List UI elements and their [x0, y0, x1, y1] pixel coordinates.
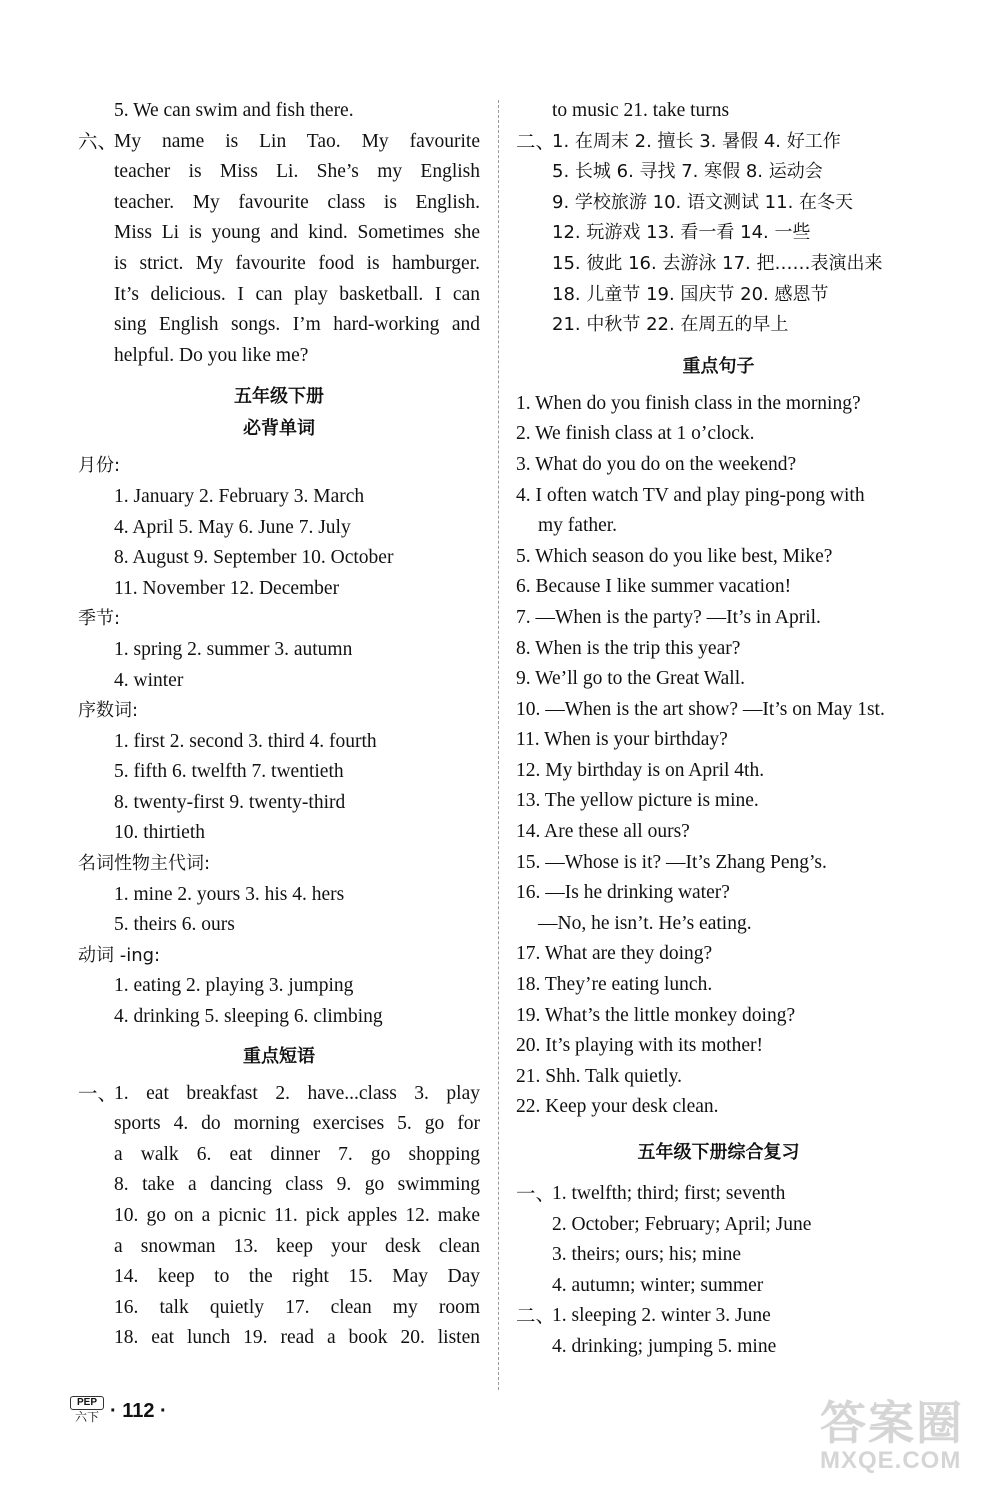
section-2-text	[552, 127, 921, 341]
text-line: 1. sleeping 2. winter 3. June	[552, 1305, 771, 1327]
text-line: Miss Li is young and kind. Sometimes she	[114, 222, 480, 244]
ordinals-line: 8. twenty-first 9. twenty-third	[114, 791, 346, 813]
page-number: · 112 ·	[110, 1400, 167, 1422]
text-line: teacher is Miss Li. She’s my English	[114, 161, 480, 183]
text-line: 4. drinking; jumping 5. mine	[552, 1335, 777, 1357]
text-line: helpful. Do you like me?	[114, 344, 309, 366]
text-line: 8. take a dancing class 9. go swimming	[114, 1174, 480, 1196]
sentence-line: 13. The yellow picture is mine.	[516, 790, 759, 812]
section-number: 一、	[516, 1182, 556, 1205]
grade-heading: 五年级下册	[234, 386, 324, 408]
pronouns-label: 名词性物主代词:	[78, 853, 211, 875]
sentence-line: 18. They’re eating lunch.	[516, 974, 713, 996]
sentence-line: 17. What are they doing?	[516, 943, 713, 965]
sentence-line: 4. I often watch TV and play ping-pong with	[516, 484, 865, 506]
section-6-text	[114, 127, 480, 372]
sentence-line: 22. Keep your desk clean.	[516, 1096, 719, 1118]
sentence-line: 19. What’s the little monkey doing?	[516, 1004, 796, 1026]
ordinals-line: 1. first 2. second 3. third 4. fourth	[114, 730, 377, 752]
phrases-text	[114, 1079, 480, 1354]
sentence-line: 9. We’ll go to the Great Wall.	[516, 668, 746, 690]
sentence-line: 14. Are these all ours?	[516, 821, 690, 843]
sentence-line: —No, he isn’t. He’s eating.	[538, 912, 752, 934]
sentence-line: 20. It’s playing with its mother!	[516, 1035, 763, 1057]
sentence-line: 16. —Is he drinking water?	[516, 882, 730, 904]
months-label: 月份:	[78, 455, 121, 477]
review-heading: 五年级下册综合复习	[637, 1142, 800, 1163]
ordinals-label: 序数词:	[78, 700, 139, 722]
text-line: 2. October; February; April; June	[552, 1213, 812, 1235]
sentence-line: 5. Which season do you like best, Mike?	[516, 545, 833, 567]
sentence-line: my father.	[538, 515, 618, 537]
section-2	[516, 127, 921, 341]
text-line: sing English songs. I’m hard-working and	[114, 314, 480, 336]
review-section-1	[516, 1179, 921, 1301]
text-line: teacher. My favourite class is English.	[114, 191, 480, 213]
section-number: 一、	[78, 1081, 118, 1105]
text-line: 1. 在周末 2. 擅长 3. 暑假 4. 好工作	[552, 130, 841, 152]
sentence-line: 2. We finish class at 1 o’clock.	[516, 423, 755, 445]
sentence-line: 3. What do you do on the weekend?	[516, 453, 797, 475]
section-number: 六、	[78, 129, 118, 153]
text-line: 10. go on a picnic 11. pick apples 12. make	[114, 1205, 480, 1226]
text-line: 12. 玩游戏 13. 看一看 14. 一些	[552, 222, 811, 244]
left-column	[78, 96, 480, 1354]
watermark-logo: 答案圈	[820, 1396, 964, 1450]
pep-logo-text: PEP	[70, 1396, 104, 1410]
sentence-line: 12. My birthday is on April 4th.	[516, 759, 765, 781]
sentence-line: 6. Because I like summer vacation!	[516, 576, 792, 598]
months-line: 1. January 2. February 3. March	[114, 485, 365, 507]
text-line: a snowman 13. keep your desk clean	[114, 1235, 480, 1257]
text-line: sports 4. do morning exercises 5. go for	[114, 1113, 480, 1135]
carry-line: 5. We can swim and fish there.	[114, 100, 354, 121]
watermark-url: MXQE.COM	[820, 1447, 962, 1474]
text-line: 15. 彼此 16. 去游泳 17. 把……表演出来	[552, 252, 883, 274]
text-line: 21. 中秋节 22. 在周五的早上	[552, 314, 789, 336]
text-line: 5. 长城 6. 寻找 7. 寒假 8. 运动会	[552, 161, 823, 183]
text-line: It’s delicious. I can play basketball. I can	[114, 283, 480, 305]
text-line: 18. eat lunch 19. read a book 20. listen	[114, 1327, 480, 1349]
column-divider	[498, 100, 499, 1390]
months-line: 8. August 9. September 10. October	[114, 547, 394, 569]
section-number: 二、	[516, 1304, 556, 1328]
phrases-section	[78, 1079, 480, 1354]
section-number: 二、	[516, 129, 556, 153]
text-line: is strict. My favourite food is hamburger.	[114, 252, 480, 274]
phrases-heading: 重点短语	[243, 1045, 315, 1067]
review-2-text	[552, 1301, 921, 1362]
text-line: 1. twelfth; third; first; seventh	[552, 1183, 786, 1204]
ordinals-line: 5. fifth 6. twelfth 7. twentieth	[114, 761, 344, 783]
months-line: 11. November 12. December	[114, 577, 340, 599]
words-heading: 必背单词	[243, 418, 315, 440]
grade-label: 六下	[74, 1410, 99, 1424]
text-line: 14. keep to the right 15. May Day	[114, 1266, 480, 1288]
ing-label: 动词 -ing:	[78, 944, 161, 966]
text-line: My name is Lin Tao. My favourite	[114, 130, 480, 152]
seasons-line: 1. spring 2. summer 3. autumn	[114, 638, 353, 660]
review-1-text	[552, 1179, 921, 1301]
carry-line: to music 21. take turns	[552, 100, 730, 121]
section-6	[78, 127, 480, 372]
sentence-line: 8. When is the trip this year?	[516, 637, 741, 659]
pronouns-line: 5. theirs 6. ours	[114, 914, 235, 936]
pronouns-line: 1. mine 2. yours 3. his 4. hers	[114, 883, 345, 905]
text-line: a walk 6. eat dinner 7. go shopping	[114, 1143, 480, 1165]
text-line: 9. 学校旅游 10. 语文测试 11. 在冬天	[552, 191, 854, 213]
seasons-label: 季节:	[78, 608, 121, 630]
months-line: 4. April 5. May 6. June 7. July	[114, 516, 351, 538]
ing-line: 1. eating 2. playing 3. jumping	[114, 975, 354, 997]
sentence-line: 7. —When is the party? —It’s in April.	[516, 606, 821, 628]
sentence-line: 15. —Whose is it? —It’s Zhang Peng’s.	[516, 851, 827, 873]
text-line: 18. 儿童节 19. 国庆节 20. 感恩节	[552, 283, 829, 305]
sentences-heading: 重点句子	[682, 355, 755, 377]
pep-logo	[70, 1396, 104, 1426]
review-section-2	[516, 1301, 921, 1362]
right-column	[516, 96, 921, 1363]
ing-line: 4. drinking 5. sleeping 6. climbing	[114, 1006, 383, 1028]
seasons-line: 4. winter	[114, 669, 184, 691]
sentence-line: 1. When do you finish class in the morning?	[516, 392, 861, 414]
sentence-line: 10. —When is the art show? —It’s on May 1st.	[516, 698, 885, 720]
text-line: 3. theirs; ours; his; mine	[552, 1244, 742, 1266]
sentence-line: 11. When is your birthday?	[516, 729, 728, 751]
text-line: 16. talk quietly 17. clean my room	[114, 1296, 480, 1318]
site-watermark	[820, 1398, 990, 1480]
text-line: 1. eat breakfast 2. have...class 3. play	[114, 1082, 480, 1104]
ordinals-line: 10. thirtieth	[114, 822, 205, 844]
text-line: 4. autumn; winter; summer	[552, 1274, 764, 1296]
sentence-line: 21. Shh. Talk quietly.	[516, 1065, 683, 1087]
